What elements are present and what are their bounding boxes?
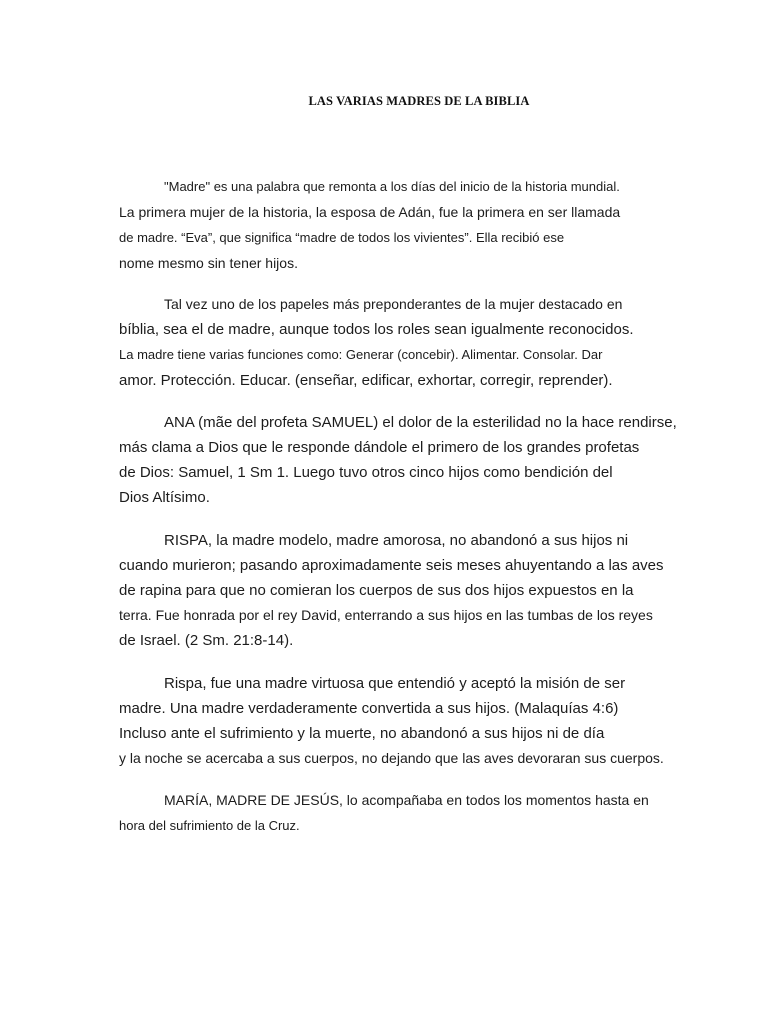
paragraph-line: La primera mujer de la historia, la esposa de Adán, fue la primera en ser llamada [119,204,621,220]
paragraph-line: más clama a Dios que le responde dándole el primero de los grandes profetas [119,439,640,456]
paragraph-line: Dios Altísimo. [119,489,210,506]
paragraph-line: y la noche se acercaba a sus cuerpos, no dejando que las aves devoraran sus cuerpos. [119,750,664,766]
paragraph-line: Rispa, fue una madre virtuosa que entendió y aceptó la misión de ser [164,675,626,692]
paragraph-line: nome mesmo sin tener hijos. [119,255,298,271]
paragraph-line: cuando murieron; pasando aproximadamente seis meses ahuyentando a las aves [119,557,664,574]
paragraph-line: amor. Protección. Educar. (enseñar, edificar, exhortar, corregir, reprender). [119,372,613,389]
paragraph-line: ANA (mãe del profeta SAMUEL) el dolor de la esterilidad no la hace rendirse, [164,414,677,431]
paragraph-line: de Dios: Samuel, 1 Sm 1. Luego tuvo otros cinco hijos como bendición del [119,464,613,481]
paragraph-line: MARÍA, MADRE DE JESÚS, lo acompañaba en todos los momentos hasta en [164,792,649,808]
paragraph-line: La madre tiene varias funciones como: Generar (concebir). Alimentar. Consolar. Dar [119,347,603,362]
paragraph-line: RISPA, la madre modelo, madre amorosa, no abandonó a sus hijos ni [164,532,629,549]
paragraph-line: de madre. “Eva”, que significa “madre de todos los vivientes”. Ella recibió ese [119,230,565,245]
paragraph-line: de rapina para que no comieran los cuerpos de sus dos hijos expuestos en la [119,582,634,599]
paragraph-line: hora del sufrimiento de la Cruz. [119,818,300,833]
paragraph-line: terra. Fue honrada por el rey David, enterrando a sus hijos en las tumbas de los reyes [119,607,653,623]
paragraph-line: "Madre" es una palabra que remonta a los días del inicio de la historia mundial. [164,179,620,194]
paragraph-line: Incluso ante el sufrimiento y la muerte, no abandonó a sus hijos ni de día [119,725,605,742]
paragraph-line: Tal vez uno de los papeles más preponderantes de la mujer destacado en [164,296,623,312]
paragraph-line: de Israel. (2 Sm. 21:8-14). [119,632,294,649]
paragraph-line: bíblia, sea el de madre, aunque todos los roles sean igualmente reconocidos. [119,321,634,338]
document-title: LAS VARIAS MADRES DE LA BIBLIA [308,94,530,108]
paragraph-line: madre. Una madre verdaderamente convertida a sus hijos. (Malaquías 4:6) [119,700,619,717]
